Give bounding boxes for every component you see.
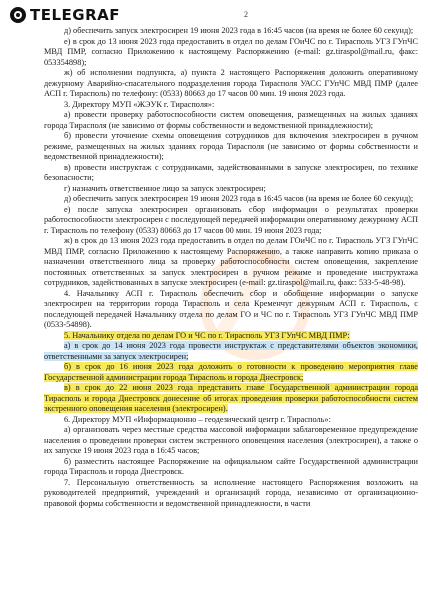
paragraph: е) после запуска электросирен организовать сбор информации о результатах проверки работоспособности электросирен с последующей передачей информации оперативному дежурному АСП г. Тирасполь по телефону (0533) 80663 до 17 часов 00 мин. 19 июня 2023 года; (44, 204, 418, 235)
paragraph: 4. Начальнику АСП г. Тирасполь обеспечить сбор и обобщение информации о запуске электросирен на территории города Тирасполь и села Кременчуг дежурным АСП г. Тирасполь, с последующей передачей Начальнику отдела по делам ГО и ЧС по г. Тирасполь УГЗ ГУпЧС МВД ПМР (0533-54898). (44, 288, 418, 329)
paragraph: ж) в срок до 13 июня 2023 года предоставить в отдел по делам ГОиЧС по г. Тирасполь УГЗ ГУпЧС МВД ПМР, согласно Приложению к настоящему Распоряжению, а также направить копию приказа о назначении ответственного лица за проверку работоспособности систем оповещения, закрепление постоянных ответственных за запуск электросирен в ручном режиме и проведение инструктажа сотрудников, задействованных в запуске электросирен (e-mail: gz.tiraspol@mail.ru, факс: 533-5-48-98). (44, 236, 418, 287)
telegraf-logo-icon (10, 7, 26, 23)
paragraph: 6. Директору МУП «Информационно – геодезический центр г. Тирасполь»: (64, 414, 331, 424)
paragraph: д) обеспечить запуск электросирен 19 июня 2023 года в 16:45 часов (на время не более 60 секунд); (64, 26, 414, 35)
paragraph: а) провести проверку работоспособности систем оповещения, размещенных на жилых зданиях города Тирасполя (не зависимо от формы собственности и ведомственной принадлежности); (44, 110, 418, 130)
highlight: в) в срок до 22 июня 2023 года представить главе Государственной администрации города Тирасполь и города Днестровск донесение об итогах проведения проверки работоспособности систем экстренного оповещения населения (электросирен). (44, 383, 418, 413)
paragraph: е) в срок до 13 июня 2023 года предоставить в отдел по делам ГОиЧС по г. Тирасполь УГЗ ГУпЧС МВД ПМР, согласно Приложению к настоящему Распоряжению (e-mail: gz.tiraspol@mail.ru, факс: 053354898); (44, 36, 418, 67)
highlight: 5. Начальнику отдела по делам ГО и ЧС по г. Тирасполь УГЗ ГУпЧС МВД ПМР: (64, 330, 350, 340)
paragraph: ж) об исполнении подпункта, а) пункта 2 настоящего Распоряжения доложить оперативному дежурному Аварийно-спасательного подразделения города Тирасполя УАСС ГУпЧС МВД ПМР (далее АСП г. Тирасполь) по телефону: (0533) 80663 до 17 часов 00 мин. 19 июня 2023 года. (44, 68, 418, 98)
highlight: а) в срок до 14 июня 2023 года провести инструктаж с представителями объектов экономики, ответственными за запуск электросирен; (44, 341, 418, 361)
paragraph-highlighted (44, 341, 418, 362)
paragraph: 3. Директору МУП «ЖЭУК г. Тирасполя»: (64, 99, 215, 109)
brand-name: TELEGRAF (30, 6, 121, 24)
page-number: 2 (244, 10, 248, 19)
paragraph: г) назначить ответственное лицо за запуск электросирен; (64, 183, 266, 193)
document-body (44, 26, 418, 509)
paragraph: в) провести инструктаж с сотрудниками, задействованными в запуске электросирен, по технике безопасности; (44, 162, 418, 182)
paragraph: д) обеспечить запуск электросирен 19 июня 2023 года в 16:45 часов (на время не более 60 секунд); (64, 194, 414, 203)
paragraph: б) провести уточнение схемы оповещения сотрудников для включения электросирен в ручном режиме, размещенных на жилых зданиях города Тирасполя (не зависимо от формы собственности и ведомственной принадлежности); (44, 131, 418, 161)
paragraph: а) организовать через местные средства массовой информации заблаговременное предупреждение населения о проведении проверки систем экстренного оповещения населения (электросирен), а также о их запуске 19 июня 2023 года в 16:45 часов; (44, 425, 418, 455)
highlight: б) в срок до 16 июня 2023 года доложить о готовности к проведению мероприятия главе Государственной администрации города Тирасполь и города Днестровск; (44, 362, 418, 382)
paragraph-highlighted (44, 383, 418, 415)
paragraph-highlighted (44, 331, 418, 342)
paragraph: б) разместить настоящее Распоряжение на официальном сайте Государственной администрации города Тирасполь и города Днестровск. (44, 456, 418, 476)
paragraph: 7. Персональную ответственность за исполнение настоящего Распоряжения возложить на руководителей предприятий, учреждений и организаций города, независимо от организационно-правовой формы собственности и ведомственной принадлежности, в части (44, 477, 418, 508)
site-header (0, 0, 428, 28)
paragraph-highlighted (44, 362, 418, 383)
telegraf-logo[interactable] (10, 6, 120, 24)
